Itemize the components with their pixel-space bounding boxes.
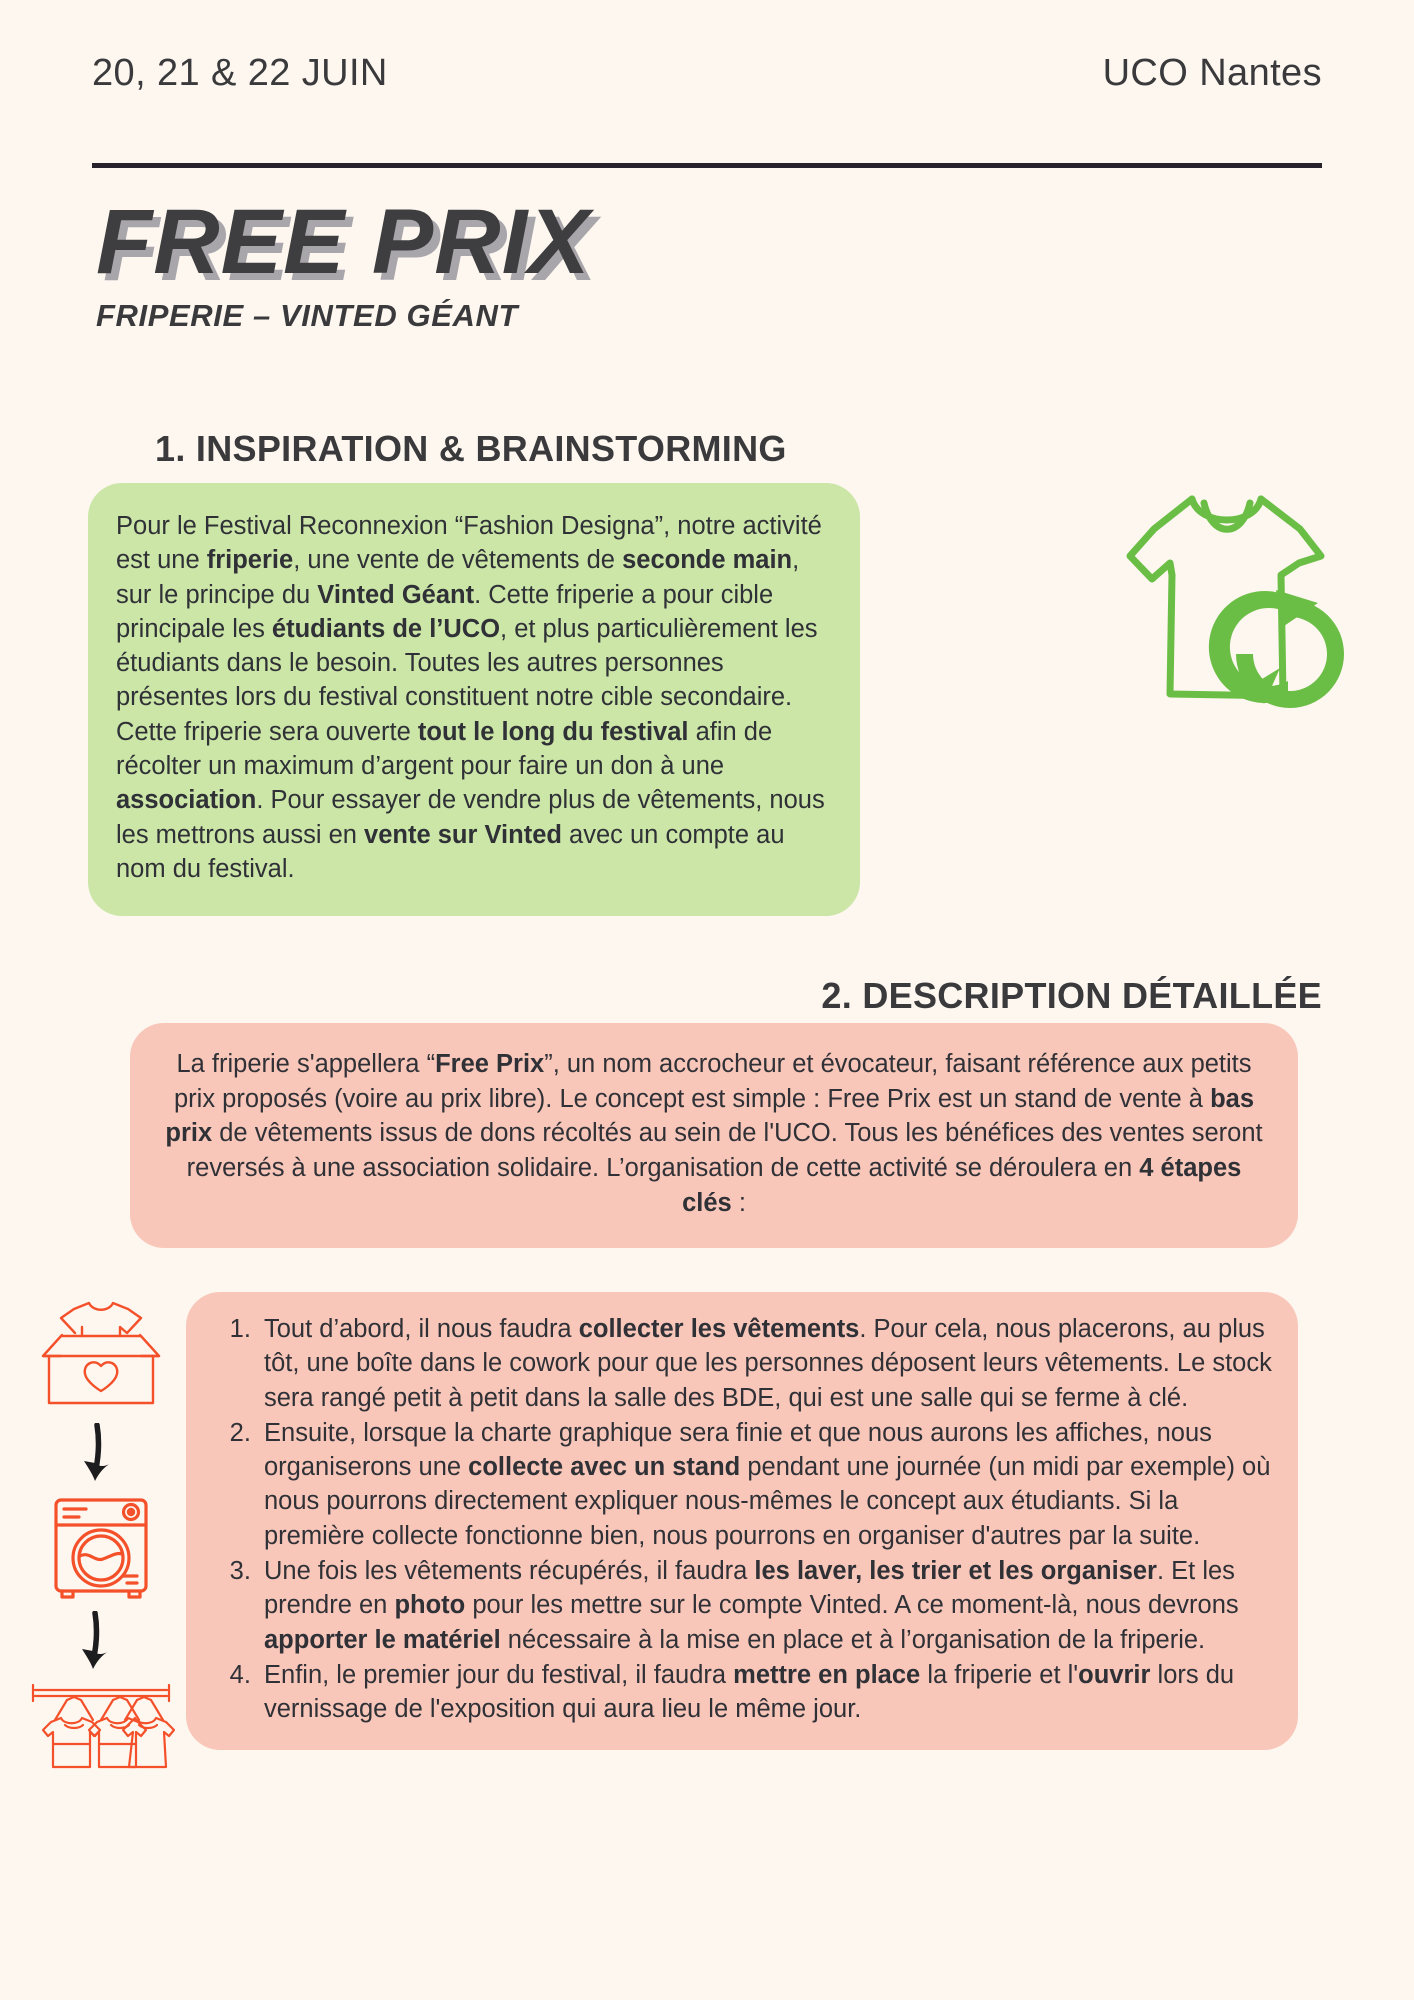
inspiration-card [88,483,860,916]
title-block [96,191,591,334]
donation-box-icon [31,1300,171,1417]
washing-machine-icon [51,1496,151,1605]
steps-card [186,1292,1298,1750]
arrow-down-icon [81,1423,121,1490]
inspiration-text: Pour le Festival Reconnexion “Fashion Designa”, notre activité est une friperie, une vente de vêtements de seconde main, sur le principe du Vinted Géant. Cette friperie a pour cible principale les étudiants de l’UCO, et plus particulièrement les étudiants dans le besoin. Toutes les autres personnes présentes lors du festival constituent notre cible secondaire. Cette friperie sera ouverte tout le long du festival afin de récolter un maximum d’argent pour faire un don à une association. Pour essayer de vendre plus de vêtements, nous les mettrons aussi en vente sur Vinted avec un compte au nom du festival. [116,512,825,883]
list-item: 2. Ensuite, lorsque la charte graphique sera finie et que nous aurons les affiches, nous organiserons une collecte avec un stand pendant une journée (un midi par exemple) où nous pourrons directement expliquer nous-mêmes le concept aux étudiants. Si la première collecte fonctionne bien, nous pourrons en organiser d'autres par la suite. [258,1416,1272,1553]
header-location: UCO Nantes [1102,52,1322,94]
header-dates: 20, 21 & 22 JUIN [92,52,388,94]
steps-list [210,1312,1272,1727]
arrow-down-icon [81,1611,121,1678]
process-flow-icons [26,1300,176,1775]
header-divider [92,163,1322,168]
page-title: FREE PRIX [96,191,591,293]
poster-header [92,52,1322,95]
list-item: 4. Enfin, le premier jour du festival, il faudra mettre en place la friperie et l'ouvrir lors du vernissage de l'exposition qui aura lieu le même jour. [258,1658,1272,1727]
section-2-heading: 2. DESCRIPTION DÉTAILLÉE [821,975,1322,1016]
description-card [130,1023,1298,1248]
list-item: 1. Tout d’abord, il nous faudra collecter les vêtements. Pour cela, nous placerons, au plus tôt, une boîte dans le cowork pour que les personnes déposent leurs vêtements. Le stock sera rangé petit à petit dans la salle des BDE, qui est une salle qui se ferme à clé. [258,1312,1272,1415]
description-text: La friperie s'appellera “Free Prix”, un nom accrocheur et évocateur, faisant référence aux petits prix proposés (voire au prix libre). Le concept est simple : Free Prix est un stand de vente à bas prix de vêtements issus de dons récoltés au sein de l'UCO. Tous les bénéfices des ventes seront reversés à une association solidaire. L’organisation de cette activité se déroulera en 4 étapes clés : [165,1050,1263,1217]
clothes-rack-icon [27,1684,175,1775]
page-subtitle: FRIPERIE – VINTED GÉANT [96,298,519,333]
tshirt-recycle-icon [1108,472,1358,722]
list-item: 3. Une fois les vêtements récupérés, il faudra les laver, les trier et les organiser. Et les prendre en photo pour les mettre sur le compte Vinted. A ce moment-là, nous devrons apporter le matériel nécessaire à la mise en place et à l’organisation de la friperie. [258,1554,1272,1657]
section-1-heading: 1. INSPIRATION & BRAINSTORMING [155,428,787,469]
